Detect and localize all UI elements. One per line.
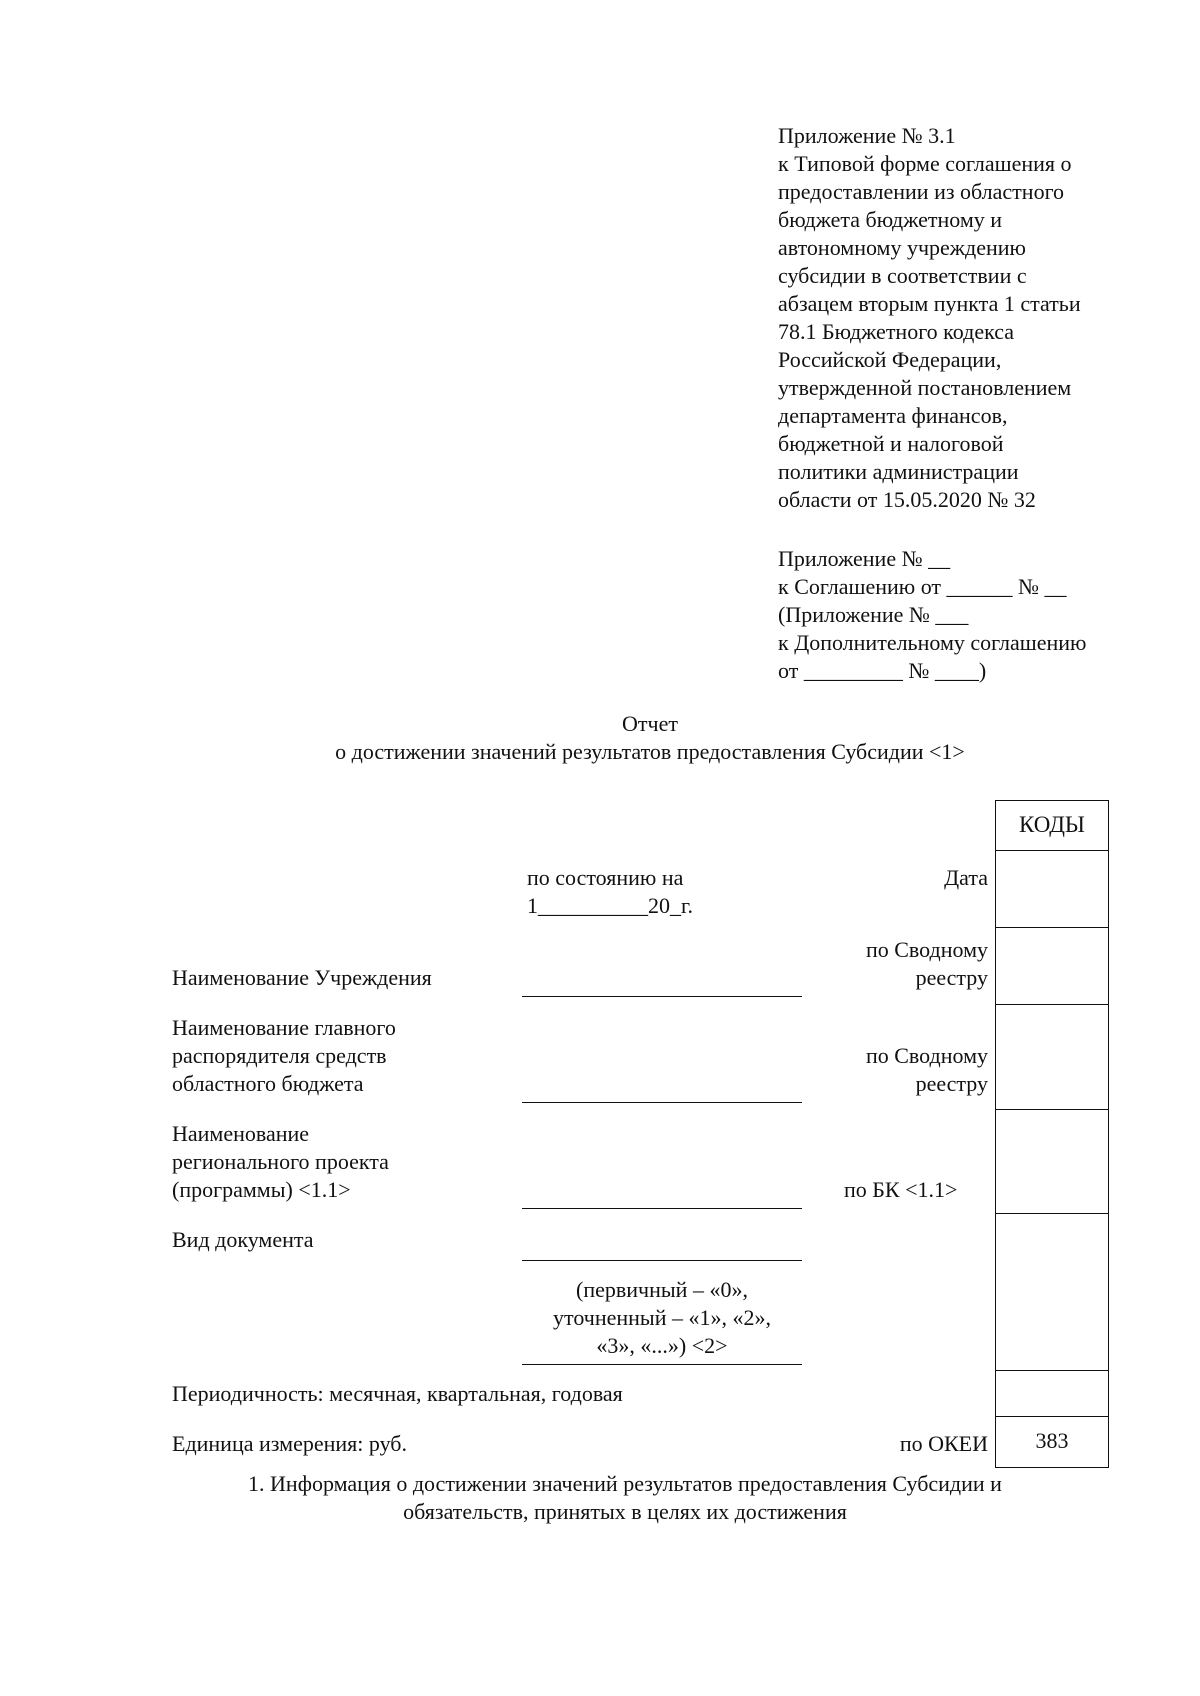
codes-bk-cell[interactable] (996, 1109, 1108, 1213)
agreement-ref-line: к Соглашению от ______ № __ (778, 574, 1067, 599)
as-of-label: по состоянию на (527, 865, 684, 890)
codes-admin-reestr-cell[interactable] (996, 1004, 1108, 1109)
appendix-line: субсидии в соответствии с (778, 263, 1027, 288)
appendix-line: автономному учреждению (778, 235, 1026, 260)
section-1-line2: обязательств, принятых в целях их достижения (403, 1499, 847, 1524)
project-field[interactable] (522, 1208, 802, 1209)
institution-label: Наименование Учреждения (172, 965, 432, 990)
agreement-ref-line: от _________ № ____) (778, 658, 987, 683)
codes-periodicity-cell[interactable] (996, 1370, 1108, 1416)
unit-label: Единица измерения: руб. (172, 1431, 407, 1456)
agreement-ref-line: (Приложение № ___ (778, 602, 969, 627)
appendix-line: Приложение № 3.1 (778, 123, 956, 148)
project-label: Наименование регионального проекта (программы) <1.1> (172, 1121, 389, 1202)
codes-date-cell[interactable] (996, 850, 1108, 927)
periodicity-label: Периодичность: месячная, квартальная, годовая (172, 1381, 623, 1406)
codes-table (995, 800, 1109, 1468)
agreement-reference (778, 545, 1188, 685)
svodny-reestr-label-1: по Сводному реестру (865, 937, 988, 990)
codes-doc-type-cell[interactable] (996, 1213, 1108, 1370)
svodny-reestr-label-2: по Сводному реестру (865, 1043, 988, 1096)
appendix-line: политики администрации (778, 459, 1019, 484)
as-of-date[interactable]: 1__________20_г. (527, 893, 694, 918)
date-label: Дата (944, 865, 988, 890)
appendix-line: абзацем вторым пункта 1 статьи (778, 291, 1081, 316)
appendix-line: Российской Федерации, (778, 347, 1002, 372)
codes-okei-cell: 383 (996, 1416, 1108, 1468)
appendix-line: 78.1 Бюджетного кодекса (778, 319, 1015, 344)
main-admin-label: Наименование главного распорядителя средств областного бюджета (172, 1015, 396, 1096)
main-admin-field[interactable] (522, 1102, 802, 1103)
appendix-line: бюджета бюджетному и (778, 207, 1003, 232)
report-title (200, 710, 1100, 766)
doc-type-label: Вид документа (172, 1227, 314, 1252)
agreement-ref-line: к Дополнительному соглашению (778, 630, 1087, 655)
agreement-ref-line: Приложение № __ (778, 546, 951, 571)
institution-field[interactable] (522, 996, 802, 997)
codes-institution-reestr-cell[interactable] (996, 927, 1108, 1004)
doc-type-hint-underline (522, 1364, 802, 1365)
doc-type-field[interactable] (522, 1260, 802, 1261)
report-title-line1: Отчет (622, 711, 678, 736)
appendix-header (778, 122, 1178, 514)
appendix-line: утвержденной постановлением (778, 375, 1072, 400)
appendix-line: к Типовой форме соглашения о (778, 151, 1072, 176)
section-1-line1: 1. Информация о достижении значений результатов предоставления Субсидии и (248, 1471, 1002, 1496)
doc-type-hint: (первичный – «0», уточненный – «1», «2», «3», «...») <2> (553, 1277, 771, 1358)
section-1-heading (150, 1470, 1100, 1526)
codes-header: КОДЫ (996, 800, 1108, 850)
appendix-line: бюджетной и налоговой (778, 431, 1004, 456)
appendix-line: департамента финансов, (778, 403, 1008, 428)
okei-label: по ОКЕИ (899, 1431, 988, 1456)
report-title-line2: о достижении значений результатов предоставления Субсидии <1> (335, 739, 965, 764)
appendix-line: предоставлении из областного (778, 179, 1065, 204)
bk-label: по БК <1.1> (844, 1177, 958, 1202)
appendix-line: области от 15.05.2020 № 32 (778, 487, 1036, 512)
